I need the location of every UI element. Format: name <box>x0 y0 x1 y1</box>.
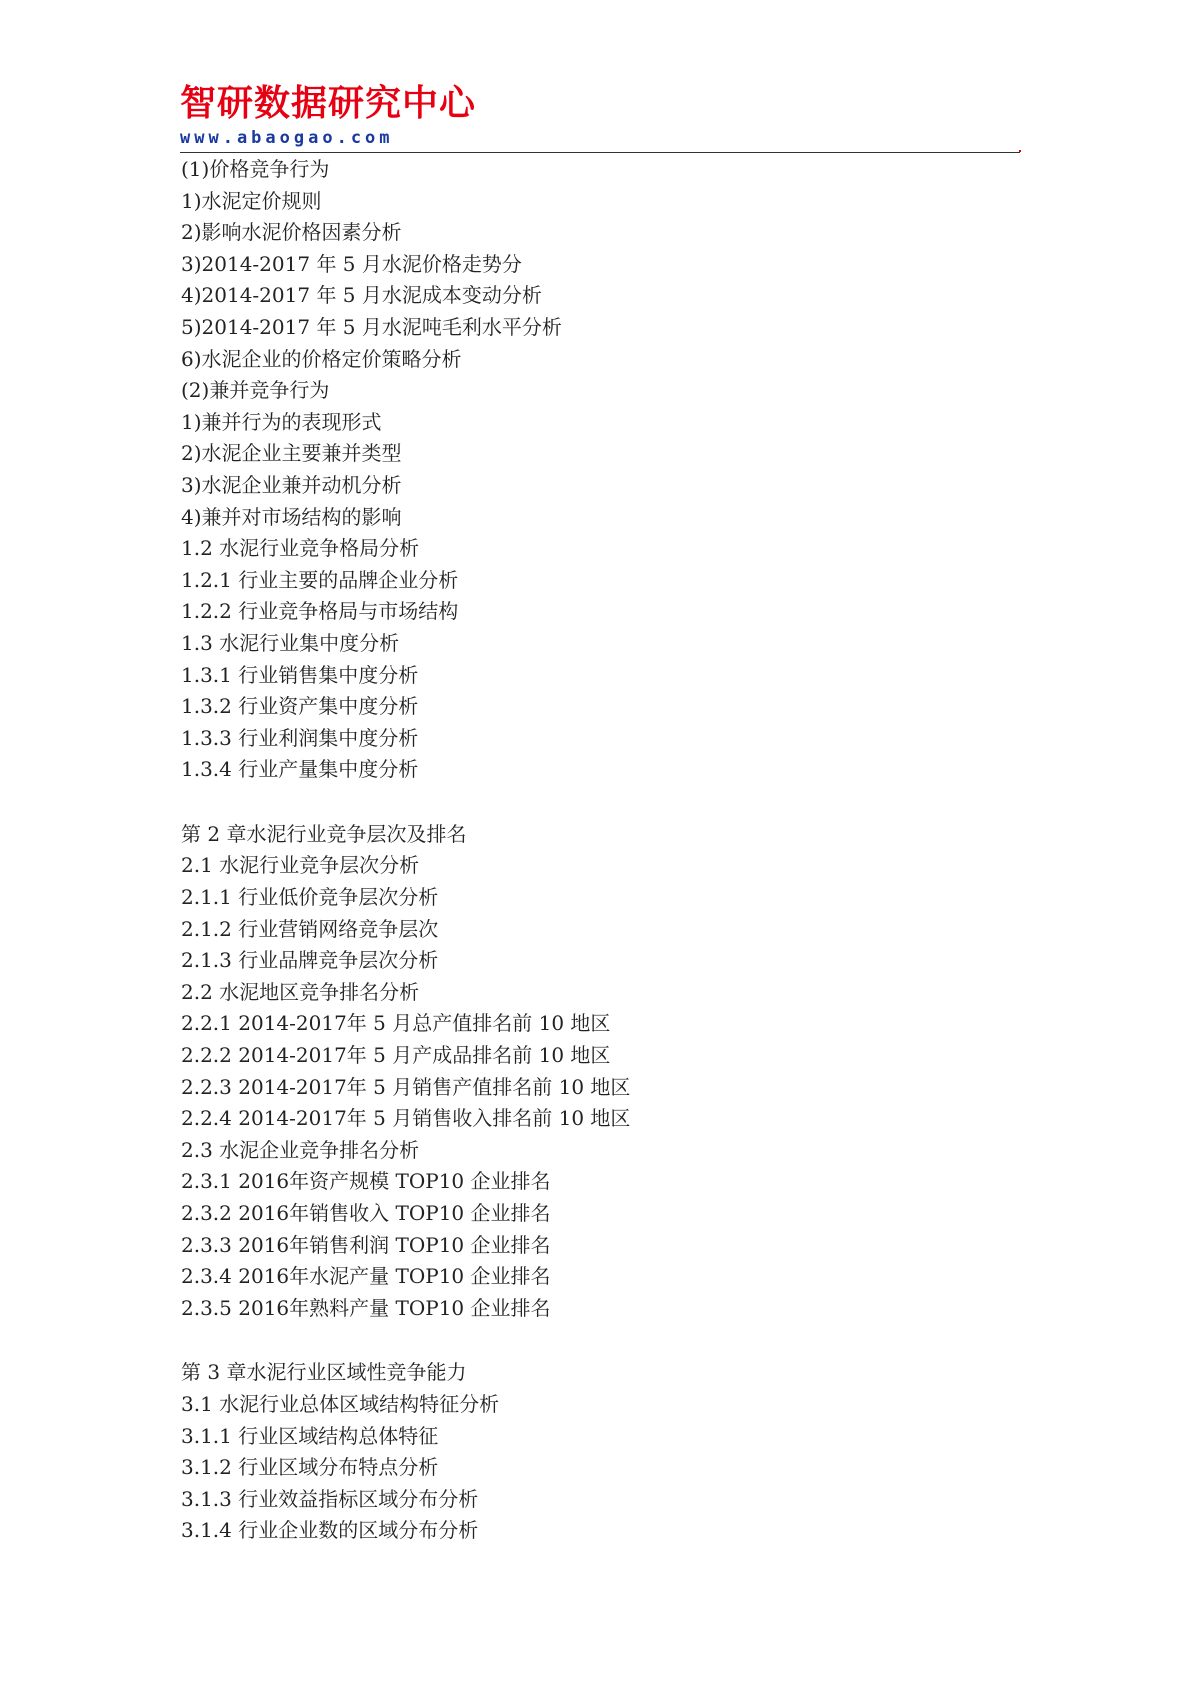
toc-line: 2.1.3 行业品牌竞争层次分析 <box>181 948 439 973</box>
toc-line: 3.1 水泥行业总体区域结构特征分析 <box>181 1391 500 1416</box>
toc-line: 2.3.1 2016年资产规模 TOP10 企业排名 <box>181 1169 551 1194</box>
toc-line: 1.2.1 行业主要的品牌企业分析 <box>181 567 459 592</box>
toc-line: 4)兼并对市场结构的影响 <box>181 504 402 529</box>
toc-line: 1.3.1 行业销售集中度分析 <box>181 662 419 687</box>
section-gap <box>181 1324 1001 1357</box>
toc-line: 3)2014-2017 年 5 月水泥价格走势分 <box>181 251 522 276</box>
divider-end-mark <box>1019 150 1021 152</box>
toc-line: 3)水泥企业兼并动机分析 <box>181 472 402 497</box>
section-gap <box>181 786 1001 819</box>
toc-line: 2.3 水泥企业竞争排名分析 <box>181 1137 420 1162</box>
toc-line: (2)兼并竞争行为 <box>181 378 330 403</box>
toc-line: 2.1.2 行业营销网络竞争层次 <box>181 916 439 941</box>
toc-line: 2.3.3 2016年销售利润 TOP10 企业排名 <box>181 1232 551 1257</box>
toc-line: 2)影响水泥价格因素分析 <box>181 220 402 245</box>
toc-line: 2.3.5 2016年熟料产量 TOP10 企业排名 <box>181 1295 551 1320</box>
toc-line: 2.2.3 2014-2017年 5 月销售产值排名前 10 地区 <box>181 1074 631 1099</box>
header-divider <box>180 152 1020 153</box>
toc-line: 3.1.1 行业区域结构总体特征 <box>181 1423 439 1448</box>
toc-line: 2.1.1 行业低价竞争层次分析 <box>181 885 439 910</box>
toc-line: 5)2014-2017 年 5 月水泥吨毛利水平分析 <box>181 314 562 339</box>
toc-line: 2.2.2 2014-2017年 5 月产成品排名前 10 地区 <box>181 1043 611 1068</box>
toc-line: 2.3.2 2016年销售收入 TOP10 企业排名 <box>181 1201 551 1225</box>
toc-line: 第 3 章水泥行业区域性竞争能力 <box>181 1360 467 1385</box>
toc-line: 3.1.2 行业区域分布特点分析 <box>181 1455 439 1480</box>
toc-line: 1.3.2 行业资产集中度分析 <box>181 694 419 719</box>
toc-line: 3.1.3 行业效益指标区域分布分析 <box>181 1486 479 1511</box>
toc-line: 2.2.4 2014-2017年 5 月销售收入排名前 10 地区 <box>181 1106 631 1131</box>
toc-line: 1)兼并行为的表现形式 <box>181 409 382 434</box>
toc-line: 1.3 水泥行业集中度分析 <box>181 630 400 655</box>
toc-line: 2.1 水泥行业竞争层次分析 <box>181 853 420 878</box>
logo-title: 智研数据研究中心 <box>180 83 477 124</box>
toc-line: 4)2014-2017 年 5 月水泥成本变动分析 <box>181 283 542 308</box>
toc-line: 2.2.1 2014-2017年 5 月总产值排名前 10 地区 <box>181 1011 611 1036</box>
toc-line: 6)水泥企业的价格定价策略分析 <box>181 346 462 371</box>
toc-line: 1.3.3 行业利润集中度分析 <box>181 725 419 750</box>
toc-line: 2.2 水泥地区竞争排名分析 <box>181 979 420 1004</box>
toc-line: 1.2 水泥行业竞争格局分析 <box>181 536 420 561</box>
toc-line: 第 2 章水泥行业竞争层次及排名 <box>181 821 467 846</box>
toc-line: 1)水泥定价规则 <box>181 188 322 213</box>
toc-line: 2)水泥企业主要兼并类型 <box>181 441 402 466</box>
toc-line: 3.1.4 行业企业数的区域分布分析 <box>181 1518 479 1543</box>
toc-line: 2.3.4 2016年水泥产量 TOP10 企业排名 <box>181 1264 551 1289</box>
logo-url: www.abaogao.com <box>180 128 394 148</box>
toc-content <box>181 154 1001 1547</box>
page-header <box>180 84 1020 148</box>
toc-line: 1.2.2 行业竞争格局与市场结构 <box>181 599 459 624</box>
toc-line: (1)价格竞争行为 <box>181 157 330 181</box>
toc-line: 1.3.4 行业产量集中度分析 <box>181 757 419 782</box>
